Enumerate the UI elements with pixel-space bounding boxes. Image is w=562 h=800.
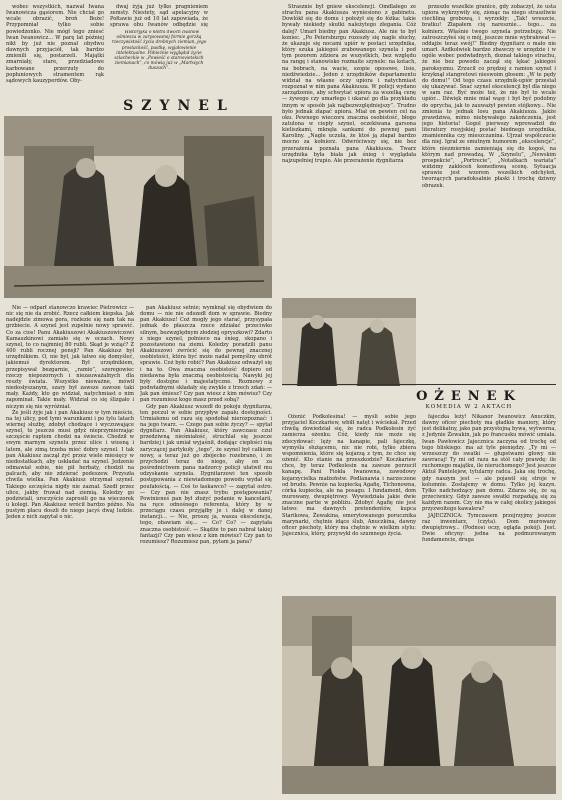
ozenek-title: OŻENEK [416, 389, 522, 404]
divider [282, 384, 556, 385]
note-caption: Historyjka o kłótni dwóch Iwanów ośmiesza w zarysowanej formie gorzką rzeczywistość życia drobnych ziemian, jego prostackość, pustkę, wyjałowienie intelektualne. Pobieżnie wyglądał życie szlacheckie w „Powieść o starosvietskich ziemianach”, co mówią już w „Martwych duszach”. [111, 30, 207, 72]
text-column: Strasznie był gniew ekscelencji. Omdlałego ze strachu pana Akakiusza wyniesiono z gabinetu. Dowlókł się do domu i położył się do łóżka: takie bywały niekiedy skutki należytego złegania. Cóż dalej? Umarł biedny pan Akakiusz. Ale nie to był koniec. „Po Petersburgu rozeszły się nagle słuchy, że ukazuje się nocami upiór w postaci urzędnika, który szuka jakiegoś zrabowanego szynela i pod tym pozorem zdziera ze wszystkich, bez względu na rangę i stanowisko rozmaite szynele: na kotach, na bobrach, na wacie, szopie oposowe, lisie, niedźwiedzie... Jeden z urzędników departamentu widział na własne oczy upiora i natychmiast rozpoznał w nim pana Akakiusza. W policji wydano zarządzenie, aby schwytać upiora za wszelką cenę — żywego czy umarłego i ukarać go dla przykładu innym w sposób jak najbezwzględniejszy”. Trudno było jednak złapać upiora. Miał on pewien cel na oku. Pewnego wieczoru znaczna osobistość, błogo zatulona w ciepły szynel, oczekiwana garsona kieliszkami, mknęła sankami do pewnej pani Karoliny. „Nagle uczuła, że ktoś ją złapał bardzo mocno za kołnierz. Odwróciwszy się, nie bez przerażenia poznała pana Akakiusza. Twarz urzędnika była biała jak śnieg i wyglądała najzupełniej trupio. Ale przerażenie dygnitarza [282, 4, 416, 164]
text-column: fajeczka leży! Nikanor Iwanowicz Anuczkin, dawny oficer piechoty ma gładkie maniery, który jest delikatny, jako pan przystojną bywa, wytworna, z Jedynie Żewakin, jak po francusku mówić umiała. Iwan Pawłowicz Jajecznica zaczyna od trochę od tego bliskiego: ma aż tyle pieniędzy. „Ty mi — wrzeszczy do swatki — głupstwami głowy nie zawracaj! Ty mi od razu na stół cały prawdę: ile ruchomego majątku, ile nieruchomego? Jest jeszcze Aktuł Pantelejew, tytularny radca. Jaka się trochę, gdy naszym jest — ale pojawił się stroje w kolumnie. Zostajemy w domu. Tylko jej kuzyn. Tylko nadchodzący pan domu. Zdarza się, że są przeciwnicy. Gdyż zawsze swatki rozpadają się za każdym razem. Czy nie ma w całej okolicy jakiegoś przyzwoitego kawalera? JAJECZNICA: Tymczasem przejrzyjmy jeszcze raz inwentarz, (czyta). Dom murowany dwupiętrowy... (Podnosi oczy, ogląda pokój). Jest. Dwie oficyny: jedna na podmurowanym fundamencie, druga [422, 414, 556, 544]
text-column: Ożenić Podkolesina! — myśli sobie jego przyjaciel Koczkariew, wbiłł natęt i wściekał. Przed chwilą dowiedział się, że radca Podkolesin żyć zamierza ożenku. Cóż, kiedy nie może się zdecydować: lęży na kanapie, pali fajeczkę, wymyśla służącemu, nic nie robi, tylko zbiera wspomnienia, które się kojarzą z tym, że chce się ożenić. Kto stanie na przeszkodzie? Koczkariew chce, by teraz Podkolesin na zawsze porzucił kanapę. Pani Fiokła Iwanowna, zawodowy kojarzycielka małżeństw. Podlanawia i narzeczone od brudu. Pewnie na kupiecką Agafię, Tichonowna, córka kupiecka, ale na posagu. I fundament, dom murowany, dwupiętrowy. Wywiedziała jakie dwie znaczne partie w pobliżu. Zdobyć Agafię nie jest łatwo: ma dawnych pretendentów, kupca Starikowa, Żewakina, emerytowanego porucznika marynarki, chętnie idące ślub, Anuczkina, dawny oficer piechoty, który ma chętnie w wielkim stylu: Jajecznica, który, przywykł do szumnego życia. [282, 414, 416, 537]
szynel-illustration [4, 116, 272, 298]
ozenek-subtitle: KOMEDIA W 2 AKTACH [425, 404, 513, 410]
text-column: Nie — odparł stanowczo krawiec Pietrowicz — nic się nie da zrobić. Rzecz całkiem kiepska. Jak nadejdzie zimowa pora, rozlezie się nam tak na grzbiecie. A szynel jest zupełnie nowy sprawić. Co za cios! Panu Akakiuszowi Akakiuszowiczowi Kamaszkinowi zamiało się w oczach. Nowy szynel, to co najmniej 80 rubli. Skąd je wziąć? Z 400 rubli rocznej pensji? Pan Akakiusz był urzędnikiem. O, nie był, jak łatwo się domyśleć, jakiemuś dyrektorem. Był urzędnikiem, przepisywał bezgarnie, „ramie”, szeregowiec rzeczy niepozornych i niezauważalnych dla reszty świata. Wszystko nieważne, mówił niedosłyszanym, szary był zawsze zawsze taki mały. Każdy, kto go widział, natychmiast o nim zapominał. Takie mały. Widział co się ślizgało i niczym się nie wyróżniał. Że jeśli żyje jak i pan Akakiusz w tym mieście, na tej ulicy, pod tymi warunkami i po tylu latach wiernej służby, zdobył chodzące i wyczuwające szynel, to jeszcze musi gdyż nieprzymierzając szczęście raptem chodzi na świecie. Chodził w swym marnym szynelu przez ulice i wiosną i latem, ale zimą trzeba mieć dobry szynel. I tak pan Akakiusz zaczął żyć przez wiele miesięcy w niedostatkach, aby uskładać na szynel. Jedzenie odmawiał sobie, nie pił herbaty, chodził na palcach, aby nie zdzierać podeszew. Przyszła chwila wielka. Pan Akakiusz otrzymał szynel. Takiego szczęścia nigdy nie zaznał. Szedł przez ulice, jakby fruwał nad ziemią. Koledzy go podziwiali, uroczyście zaprosili go na wieczorek u kolegi. Pan Akakiusz wrócił bardzo późno. Na pustym placu doszli do niego jacyś dwaj ludzie. Jeden z nich zapytał o nic. [6, 305, 134, 521]
text-column: dwaj żyją już tylko pragnieniem zemsty. Niestety, sąd apelacyjny w Połtawie już od 10 lat zapowiada, że sprawa obu Iwanów odbędzie się [110, 4, 208, 28]
text-column: wobec wszystkich, nazwał Iwana Iwanowicza gąsiorem. Nie chciał go wcale obrazić, broń Boże! Przypomniał tylko sobie powiedzonko. Nie mógł tego zniesć Iwan Iwanowicz... W parę lat później nikt by już nie poznał obydwu dawnych przyjaciół, tak bardzo zmienili się, postarzeli. Majątki zmarniały, stare, przedziadowe karbowane przerzuty do popłuniowych stramentem rąk sądowych kauzyperdów. Oby- [6, 4, 104, 84]
ozenek-illustration [282, 596, 556, 794]
text-column: pan Akakiusz setnie; wymknął się obydwiem do domu — nie nie odszedł dom w sprawie. Biedny pan Akakiusz! Coż mogły jego starać, przysypała jednak do płaszcza rzece zdziałać przeciwko silnym, bezwzględnym złodziej opryszkowi? Zdarto z niego szynel, połnieco na śnieg, skopano i pozostawiono na ziemi. Koledzy poradzili panu Akakiuszowi zwrócić się do pewnej znacznej osobistości, która być może nadał pomyślny obrót sprawie. Coż było robić? Pan Akakiusz odważył się i na to. Owa znaczna osobistość dopiero od niedawna była znaczną osobistością. Nawyki jej były dostojne i majestatyczne. Rozmowy z podwładnymi składały się zwykle z trzech zdań: — Jak pan śmiesz? Czy pan wiesz z kim mówisz? Czy pan rozumiesz kogo masz przed sobą? Gdy pan Akakiusz wszedł do pokoju dygnitarza, ten poczuł w sobie przypływ zapału dostojności. Urmiałemu od razu się spodobał nierozpoznać: i na jego twarz. — Czego pan sobie życzy? — spytał dygnitarz. Pan Akakiusz, który zawczasu czuł przedziwną nieśmiałość, struchlał się jeszcze bardziej i jak umiał wyjaśnił, dodając ciepłości nią zaryczącej partykuły „tego”, że szynel był całkiem nowy, a teraz już go zbójecko rozebrano, i że przychodzi teraz do niego, aby on za pośrednictwem pana nadzorcy policji ułatwił mu odzyskanie szynela. Dygnitarzowi ten sposób postępowania z niewiadomego powodu wydał się poufałością. — Coś to łaskawco? — zapytał ostro. — Czy pan nie znasz trybu postępowania? Powinieneś pan był złożyć podanie w kancelarii, na ręce odnośnego referenta, który by w przeciągu czasu przyjąłby je i dalej w danej instancji... — Nie, proszę ja, wasza ekscelencja, tego, obawiam się... — Co? Co? — zapytała znaczna osobistość. — Skądże to pan nabrał takiej fantazji? Czy pan wiesz z kim mówisz? Czy pan to rozumiesz? Rozumiesz pan, pytam ja pana? [140, 305, 272, 545]
text-column: przeszło wszelkie granice, gdy zobaczył, że usta upiora wykrzywiły się, zionąc na niego straszliwie ciechliną grobową, i wyrzekły: „Tak! wreszcie, bratku! Złapałem cię naresznie... tego... za kołnierz. Właśnie twego szynela potrzebuję. Nie zatroszczyłeś się o mój, jeszcze mnie wybrałował — oddajże teraz swój!” Biedny dygnitarz o mało nie umarł. Azdkolwiek bardzo zbawczy w urzędzie i w ogóle wobec podwładnych, doznał takiego strachu, że nie bez powodu zaczął się lękać jakiegoś paroksyzmu. Zrzucił co prędzej z ramion szynel i krzyknął stangretowi nieswoim głosem: „W te pędy do domu!” Od tego czasu urzędnik-upiór przestał się ukazywać. Snać szynel ekscelencji był dla niego w sam raz. Być może też, że nie był to wcale upiór... Dźwięk mnie miał wąsy i był być podobny do oprycha, jak to zauważył pewien stójkowy... Nie zmienia to jednak losu pana Akakiusza. Jakże prawdziwa, mimo niebywałego zakończenia, jest jego historia! Gogol pierwszy wprowadził do literatury rosyjskiej postać biednego urzędnika, znamiennika czy mieszczanina. Ujrzał współczucie dla niej. Igrał ze smutnym humorem „ekscelencje”, które niezmiernie zamieniają się do kogoś, na którym nad prowadzą. W „Szynelu”, „Newskim prospekcie”, „Portrecie”, „Notatkach wariata” widzimy zakłóceń komediową scenę. Sytuacja sprawie jest wzorem wszelkich odchyleń, tworzących paradoksalnie płaski i trochę dziwny obrazek. [422, 4, 556, 189]
szynel-scene-illustration [282, 298, 416, 386]
section-title: SZYNEL [123, 98, 235, 114]
